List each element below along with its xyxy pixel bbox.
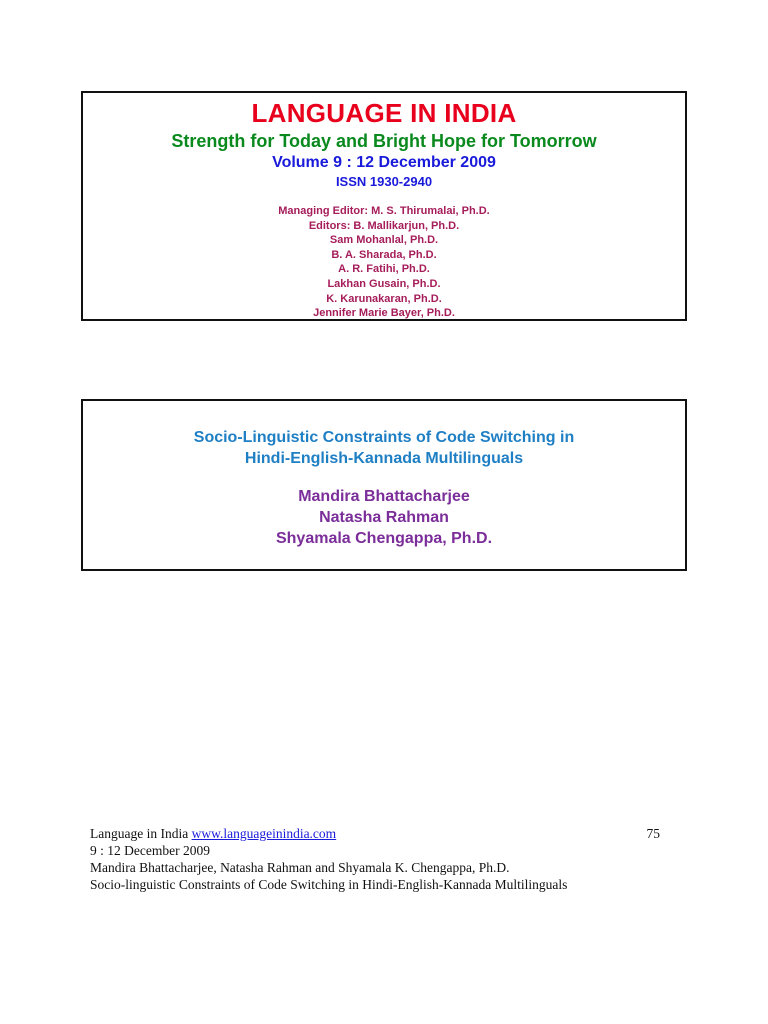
editor-line: Jennifer Marie Bayer, Ph.D.: [313, 307, 455, 320]
article-title: [83, 427, 685, 469]
editor-line: K. Karunakaran, Ph.D.: [326, 292, 442, 305]
editor-line: Editors: B. Mallikarjun, Ph.D.: [308, 219, 460, 232]
editor-line: Sam Mohanlal, Ph.D.: [329, 234, 439, 247]
website-link[interactable]: www.languageinindia.com: [191, 826, 337, 841]
footer-issue: 9 : 12 December 2009: [90, 843, 210, 858]
journal-title: LANGUAGE IN INDIA: [251, 98, 517, 128]
footer-journal-row: [90, 825, 660, 842]
footer-journal-label: Language in India: [90, 826, 189, 841]
footer-article-title: Socio-linguistic Constraints of Code Switching in Hindi-English-Kannada Multilinguals: [90, 877, 568, 892]
page-footer: [90, 825, 660, 893]
journal-tagline: Strength for Today and Bright Hope for Tomorrow: [171, 131, 597, 151]
editor-line: A. R. Fatihi, Ph.D.: [338, 263, 430, 276]
author-name: Shyamala Chengappa, Ph.D.: [275, 530, 493, 547]
author-name: Mandira Bhattacharjee: [298, 488, 470, 505]
editor-line: Lakhan Gusain, Ph.D.: [327, 277, 441, 290]
article-header-box: [81, 399, 687, 571]
editor-list: [83, 204, 685, 321]
article-title-line: Hindi-English-Kannada Multilinguals: [244, 450, 524, 467]
editor-line: Managing Editor: M. S. Thirumalai, Ph.D.: [278, 205, 490, 217]
article-title-line: Socio-Linguistic Constraints of Code Switching in: [193, 429, 575, 446]
journal-header-box: [81, 91, 687, 321]
editor-line: B. A. Sharada, Ph.D.: [331, 248, 437, 261]
author-name: Natasha Rahman: [319, 509, 449, 526]
journal-volume: Volume 9 : 12 December 2009: [272, 154, 496, 171]
page-number: 75: [646, 826, 660, 841]
author-list: [83, 486, 685, 549]
journal-issn: ISSN 1930-2940: [335, 174, 433, 189]
footer-authors: Mandira Bhattacharjee, Natasha Rahman and Shyamala K. Chengappa, Ph.D.: [90, 860, 510, 875]
